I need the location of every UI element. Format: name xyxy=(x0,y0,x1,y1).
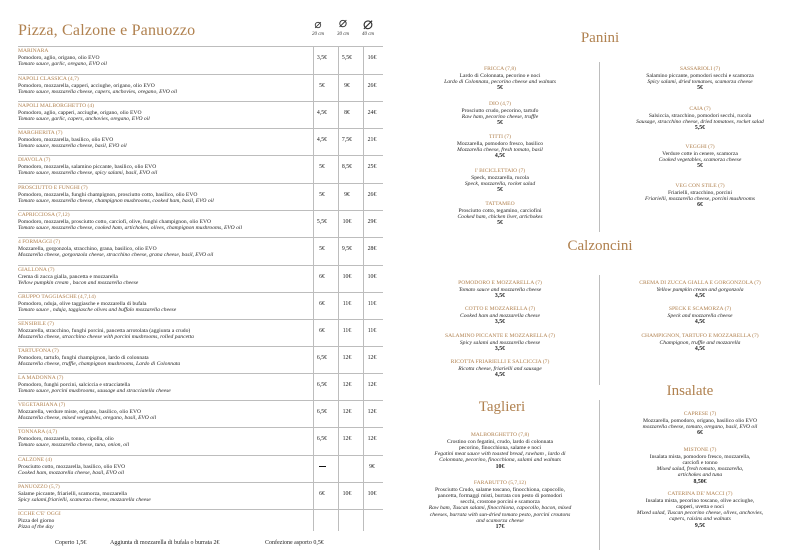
pizza-name: PANUOZZO (5,7) xyxy=(18,484,60,490)
price-1: 5,5€ xyxy=(316,219,328,225)
price-1: 5€ xyxy=(319,164,325,170)
item-price: 5,5€ xyxy=(694,125,706,132)
pizza-ingredients: Salame piccante, friarielli, scamorza, mozzarella xyxy=(18,490,127,497)
diameter-icon: ⌀ xyxy=(338,16,348,31)
item-ingredients: Crostino con fegatini, crudo, lardo di colonnata xyxy=(447,438,553,445)
pizza-description-en: Tomato sauce, mozzarella cheese, champignon mushrooms, cooked ham, basil, EVO oil xyxy=(18,198,214,204)
item-name: MALBORGHETTO (7,8) xyxy=(470,432,530,438)
item-description-en: mozzarella cheese, tomato, oregano, basil, EVO oil xyxy=(642,423,758,430)
price-3: 9€ xyxy=(369,464,375,470)
pizza-row xyxy=(18,509,383,536)
price-3: 12€ xyxy=(342,436,352,442)
item-description-en: Raw ham, Tuscan salami, finocchiona, capocollo, bacon, mixed xyxy=(428,505,572,512)
footer-buffalo: Aggiunta di mozzarella di bufala o burrata 2€ xyxy=(110,540,220,546)
price-3: 16€ xyxy=(367,55,377,61)
price-3: 11€ xyxy=(342,328,352,334)
item-ingredients: capperi, uvetta e noci xyxy=(676,503,724,510)
price-3: 21€ xyxy=(367,137,377,143)
item-ingredients: Prosciutto cotto, tegamino, carciofini xyxy=(458,207,542,214)
pizza-name: TARTUFONA (7) xyxy=(18,348,59,354)
pizza-ingredients: Pomodoro, mozzarella, salamino piccante, basilico, olio EVO xyxy=(18,163,157,170)
pizza-name: DIAVOLA (7) xyxy=(18,157,51,163)
menu-item xyxy=(605,306,795,326)
item-description-en: Yellow pumpkin cream and gorgonzola xyxy=(656,286,744,293)
item-price: 10€ xyxy=(495,463,505,470)
item-ingredients: Lardo di Colonnata, pecorino e noci xyxy=(459,72,541,79)
item-description-en: Mixed salad, Tuscan pecorino cheese, olives, anchovies, xyxy=(636,510,764,517)
price-2: 8,5€ xyxy=(341,164,353,170)
price-3: 11€ xyxy=(367,301,377,307)
price-3: 11€ xyxy=(367,328,377,334)
item-ingredients: Insalata mista, pecorino toscano, olive acciughe, xyxy=(645,497,755,504)
item-name: POMODORO E MOZZARELLA (7) xyxy=(458,280,542,286)
dash-icon xyxy=(319,466,326,467)
item-name: DIO (4,7) xyxy=(488,101,512,107)
menu-item xyxy=(605,333,795,353)
price-2: 9€ xyxy=(344,192,350,198)
calzoncini-title: Calzoncini xyxy=(567,238,633,254)
item-price: 6€ xyxy=(697,202,703,209)
menu-item xyxy=(605,106,795,132)
price-1: 5€ xyxy=(319,246,325,252)
pizza-page xyxy=(0,0,399,556)
pizza-row xyxy=(18,237,383,264)
item-name: VEGGHI (7) xyxy=(685,144,715,150)
pizza-ingredients: Pomodoro, nduja, olive taggiasche e mozzarella di bufala xyxy=(18,300,147,307)
price-3: 10€ xyxy=(342,491,352,497)
item-price: 4,5€ xyxy=(694,318,706,325)
size-medium: ⌀ 30 cm xyxy=(330,18,356,37)
price-3: 12€ xyxy=(342,355,352,361)
price-3: 12€ xyxy=(367,355,377,361)
item-description-en: Lardo di Colonnata, pecorino cheese and walnuts xyxy=(444,78,556,85)
pizza-name: GRUPPO TAGGIASCHE (4,7,14) xyxy=(18,294,96,300)
price-1: 5€ xyxy=(319,83,325,89)
pizza-row xyxy=(18,265,383,292)
size-small: ⌀ 20 cm xyxy=(305,18,331,37)
pizza-ingredients: Pomodoro, funghi porcini, salciccia e stracciatella xyxy=(18,381,130,388)
item-description-en: Colonnata, pecorino, finocchiona, salami and walnuts xyxy=(439,457,561,464)
footer-takeaway: Confezione asporto 0,5€ xyxy=(265,540,324,546)
item-description-en: Sausage, stracchino cheese, dried tomatoes, rocket salad xyxy=(636,118,764,125)
item-price: 5€ xyxy=(497,187,503,194)
item-price: 3,5€ xyxy=(494,292,506,299)
pizza-name: CAPRICCIOSA (7,12) xyxy=(18,212,70,218)
item-price: 5€ xyxy=(697,163,703,170)
price-3: 28€ xyxy=(367,246,377,252)
item-description-en: Champignon, truffle and mozzarella xyxy=(659,339,741,346)
item-ingredients: carciofi e tonno xyxy=(682,459,718,466)
diameter-icon: ⌀ xyxy=(314,17,322,31)
pizza-ingredients: Pomodoro, mozzarella, funghi champignon, prosciutto cotto, basilico, olio EVO xyxy=(18,191,198,198)
price-2: 6€ xyxy=(319,328,325,334)
price-3: 12€ xyxy=(342,409,352,415)
pizza-row xyxy=(18,101,383,128)
price-1: 4,5€ xyxy=(316,110,328,116)
pizza-name: 4 FORMAGGI (7) xyxy=(18,239,60,245)
pizza-description-en: Tomato sauce, mozzarella cheese, capers, anchovies, oregano, EVO oil xyxy=(18,89,178,95)
item-description-en: Cooked ham and mozzarella cheese xyxy=(460,312,540,319)
pizza-description-en: Yellow pumpkin cream , bacon and mozzarella cheese xyxy=(18,280,139,286)
item-ingredients: Insalata mista, pomodoro fresco, mozzarella, xyxy=(649,453,751,460)
item-price: 9,5€ xyxy=(694,522,706,529)
item-description-en: artichokes and tuna xyxy=(677,472,723,479)
footer-coperto: Coperto 1,5€ xyxy=(55,540,87,546)
item-price: 5€ xyxy=(497,85,503,92)
price-3: 12€ xyxy=(367,436,377,442)
item-description-en: Cooked vegetables, scamorza cheese xyxy=(658,156,742,163)
calzoncini-divider xyxy=(599,275,600,385)
pizza-description-en: Tomato sauce, porcini mushrooms, sausage and stracciatella cheese xyxy=(18,388,171,394)
menu-item xyxy=(405,168,595,194)
pizza-row xyxy=(18,319,383,346)
price-2: 10€ xyxy=(342,219,352,225)
menu-item xyxy=(605,447,795,486)
pizza-row xyxy=(18,427,383,454)
pizza-name: LA MADONNA (7) xyxy=(18,375,64,381)
pizza-row xyxy=(18,46,383,73)
item-name: FARABUTTO (5,7,12) xyxy=(473,480,527,486)
item-name: CAPRESE (7) xyxy=(683,411,717,417)
item-ingredients: Salsiccia, stracchino, pomodori secchi, rucola xyxy=(648,112,752,119)
item-name: VEG CON STILE (7) xyxy=(675,183,725,189)
pizza-description-en: Tomato sauce, mozzarella cheese, spicy salami, basil, EVO oil xyxy=(18,170,158,176)
menu-item xyxy=(405,66,595,92)
pizza-ingredients: Mozzarella, gorgonzola, stracchino, grana, basilico, olio EVO xyxy=(18,245,157,252)
item-name: FRICCA (7,8) xyxy=(483,66,516,72)
pizza-ingredients: Mozzarella, verdure miste, origano, basilico, olio EVO xyxy=(18,408,142,415)
menu-item xyxy=(605,66,795,92)
pizza-description-en: Tomato sauce, mozzarella cheese, basil, EVO oil xyxy=(18,143,127,149)
item-name: CATERINA DE' MACCI (7) xyxy=(667,491,733,497)
menu-right-page xyxy=(400,0,799,556)
price-3: 25€ xyxy=(367,164,377,170)
pizza-description-en: Tomato sauce, garlic, oregano, EVO oil xyxy=(18,61,107,67)
price-2: 9,5€ xyxy=(341,246,353,252)
pizza-section-title: Pizza, Calzone e Panuozzo xyxy=(18,22,196,39)
pizza-description-en: Tomato sauce, mozzarella cheese, cooked ham, artichokes, olives, champignon mushrooms, EVO oil xyxy=(18,225,243,231)
price-2: 6€ xyxy=(319,491,325,497)
menu-item xyxy=(405,333,595,353)
item-name: TATTAMEO xyxy=(485,201,515,207)
item-ingredients: Prosciutto Crudo, salame toscano, finocchiona, capocollo, xyxy=(434,486,566,493)
price-3: 26€ xyxy=(367,192,377,198)
pizza-name: NAPOLI CLASSICA (4,7) xyxy=(18,76,79,82)
price-2: 7,5€ xyxy=(341,137,353,143)
item-price: 4,5€ xyxy=(694,345,706,352)
pizza-description-en: Mozzarella cheese, mixed vegetables, oregano, basil, EVO oil xyxy=(18,415,157,421)
pizza-name: MARGHERITA (7) xyxy=(18,130,63,136)
panini-title: Panini xyxy=(580,30,620,46)
item-price: 3,5€ xyxy=(494,345,506,352)
item-description-en: Cooked ham, chicken liver, artichokes xyxy=(457,213,543,220)
price-3: 10€ xyxy=(342,274,352,280)
item-description-en: and scamorza cheese xyxy=(476,518,524,525)
lower-divider xyxy=(599,400,600,550)
price-3: 12€ xyxy=(367,409,377,415)
diameter-icon: ⌀ xyxy=(362,14,374,33)
item-name: SASSARIOLI (7) xyxy=(679,66,721,72)
menu-item xyxy=(605,491,795,530)
pizza-description-en: Pizza of the day xyxy=(18,524,54,530)
item-price: 4,5€ xyxy=(494,371,506,378)
menu-item xyxy=(405,201,595,227)
item-price: 4,5€ xyxy=(494,153,506,160)
item-ingredients: pecorino, finocchiona, salame e noci xyxy=(458,444,541,451)
menu-item xyxy=(405,306,595,326)
item-price: 17€ xyxy=(495,524,505,531)
size-large: ⌀ 40 cm xyxy=(355,18,381,37)
menu-item xyxy=(405,134,595,160)
pizza-row xyxy=(18,155,383,182)
price-3: 12€ xyxy=(342,382,352,388)
item-ingredients: pancetta, formaggi misti, burrata con pesto di pomodori xyxy=(437,492,563,499)
price-2: 9€ xyxy=(344,83,350,89)
pizza-row xyxy=(18,346,383,373)
price-2: 8€ xyxy=(344,110,350,116)
price-2: 6€ xyxy=(319,301,325,307)
item-description-en: Tomato sauce and mozzarella cheese xyxy=(458,286,542,293)
pizza-description-en: Cooked ham, mozzarella cheese, basil, EVO oil xyxy=(18,470,125,476)
price-3: 11€ xyxy=(342,301,352,307)
price-2: 6€ xyxy=(319,274,325,280)
item-price: 8,50€ xyxy=(693,478,707,485)
pizza-ingredients: Pomodoro, mozzarella, tonno, cipolla, olio xyxy=(18,435,114,442)
item-ingredients: secchi, crostone porcini e scamorza xyxy=(460,499,540,506)
pizza-ingredients: Pomodoro, tartufo, funghi champignon, lardo di colonnata xyxy=(18,354,149,361)
pizza-ingredients: Pomodoro, mozzarella, basilico, olio EVO xyxy=(18,136,114,143)
pizza-row xyxy=(18,210,383,237)
item-description-en: Spicy salami, dried tomatoes, scamorza cheese xyxy=(647,78,753,85)
price-1: 4,5€ xyxy=(316,137,328,143)
pizza-ingredients: Pomodoro, mozzarella, capperi, acciughe, origano, olio EVO xyxy=(18,82,155,89)
pizza-row xyxy=(18,482,383,509)
taglieri-title: Taglieri xyxy=(478,399,526,415)
pizza-description-en: Mozzarella cheese, truffle, champignon mushrooms, Lardo di Colonnata xyxy=(18,361,181,367)
pizza-ingredients: Pizza del giorno xyxy=(18,517,55,524)
item-ingredients: Speck, mozzarella, rucola xyxy=(471,174,529,181)
pizza-description-en: Mozzarella cheese, stracchino cheese with porcini mushrooms, rolled pancetta xyxy=(18,334,194,340)
menu-item xyxy=(405,101,595,127)
menu-item xyxy=(403,432,598,471)
item-description-en: capers, raisins and walnuts xyxy=(669,516,731,523)
item-name: CAIA (7) xyxy=(689,106,711,112)
item-description-en: Mixed salad, fresh tomato, mozzarella, xyxy=(656,466,744,473)
item-ingredients: Mozzarella, pomodoro, origano, basilico olio EVO xyxy=(642,417,758,424)
price-3: 26€ xyxy=(367,83,377,89)
price-2: 6,5€ xyxy=(316,436,328,442)
item-description-en: Ricotta cheese, friarielli and sausage xyxy=(458,365,542,372)
pizza-name: ICCHE C'E' OGGI xyxy=(18,511,61,517)
pizza-description-en: Tomato sauce, garlic, capers, anchovies, oregano, EVO oil xyxy=(18,116,150,122)
price-3: 12€ xyxy=(367,382,377,388)
item-name: SALAMINO PICCANTE E MOZZARELLA (7) xyxy=(444,333,555,339)
item-price: 6€ xyxy=(697,430,703,437)
item-ingredients: Prosciutto crudo, pecorino, tartufo xyxy=(461,107,539,114)
item-price: 5€ xyxy=(497,220,503,227)
pizza-name: PROSCIUTTO E FUNGHI (7) xyxy=(18,185,88,191)
item-name: CREMA DI ZUCCA GIALLA E GORGONZOLA (7) xyxy=(639,280,761,286)
menu-item xyxy=(403,480,598,531)
pizza-name: MARINARA xyxy=(18,48,49,54)
item-ingredients: Mozzarella, pomodoro fresco, basilico xyxy=(456,140,544,147)
pizza-name: CALZONE (4) xyxy=(18,457,53,463)
pizza-row xyxy=(18,128,383,155)
item-description-en: Speck, mozzarella, rocket salad xyxy=(464,180,536,187)
insalate-title: Insalate xyxy=(666,383,714,399)
pizza-description-en: Tomato sauce , nduja, taggiasche olives and buffalo mozzarella cheese xyxy=(18,307,177,313)
pizza-name: TONNARA (4,7) xyxy=(18,429,58,435)
price-2: 6,5€ xyxy=(316,382,328,388)
pizza-ingredients: Prosciutto cotto, mozzarella, basilico, olio EVO xyxy=(18,463,126,470)
pizza-name: NAPOLI MALBORGHETTO (4) xyxy=(18,103,95,109)
item-description-en: Speck and mozzarella cheese xyxy=(667,312,733,319)
price-2: 6,5€ xyxy=(316,409,328,415)
item-description-en: Fegatini meat sauce with toasted bread, rawham , lardo di xyxy=(434,451,566,458)
item-name: RICOTTA FRIARIELLI E SALCICCIA (7) xyxy=(450,359,550,365)
item-ingredients: Salamino piccante, pomodori secchi e scamorza xyxy=(646,72,754,79)
panini-divider xyxy=(599,62,600,232)
unavailable-dash xyxy=(312,464,332,470)
price-3: 10€ xyxy=(367,491,377,497)
price-3: 24€ xyxy=(367,110,377,116)
pizza-name: SENSIBILE (7) xyxy=(18,321,54,327)
item-description-en: Friarielli, mozzarella cheese, porcini mushrooms xyxy=(644,195,755,202)
pizza-row xyxy=(18,400,383,427)
price-2: 5,5€ xyxy=(341,55,353,61)
item-name: CHAMPIGNON, TARTUFO E MOZZARELLA (7) xyxy=(641,333,759,339)
item-ingredients: Verdure cotte in cenere, scamorza xyxy=(662,150,738,157)
item-name: TITTI (7) xyxy=(489,134,511,140)
menu-item xyxy=(605,280,795,300)
price-1: 5€ xyxy=(319,192,325,198)
item-price: 3,5€ xyxy=(494,318,506,325)
pizza-ingredients: Pomodoro, mozzarella, prosciutto cotto, carciofi, olive, funghi champignon, olio EVO xyxy=(18,218,212,225)
item-ingredients: Friarielli, stracchino, porcini xyxy=(668,189,732,196)
pizza-description-en: Mozzarella cheese, gorgonzola cheese, stracchino cheese, grana cheese, basil, EVO oil xyxy=(18,252,214,258)
pizza-row xyxy=(18,74,383,101)
item-price: 4,5€ xyxy=(694,292,706,299)
pizza-row xyxy=(18,373,383,400)
price-3: 29€ xyxy=(367,219,377,225)
item-description-en: Raw ham, pecorino cheese, truffle xyxy=(461,113,539,120)
item-name: MISTONE (7) xyxy=(683,447,717,453)
pizza-description-en: Tomato sauce, mozzarella cheese, tuna, onion, oil xyxy=(18,442,130,448)
item-description-en: Spicy salami and mozzarella cheese xyxy=(459,339,541,346)
item-name: COTTO E MOZZARELLA (7) xyxy=(464,306,536,312)
menu-item xyxy=(405,359,595,379)
menu-item xyxy=(605,144,795,170)
item-description-en: Mozzarella cheese, fresh tomato, basil xyxy=(457,146,543,153)
pizza-ingredients: Pomodoro, aglio, origano, olio EVO xyxy=(18,54,100,61)
menu-item xyxy=(605,411,795,437)
price-2: 6,5€ xyxy=(316,355,328,361)
pizza-ingredients: Pomodoro, aglio, capperi, acciughe, origano, olio EVO xyxy=(18,109,142,116)
pizza-row xyxy=(18,183,383,210)
pizza-name: GIALLONA (7) xyxy=(18,267,55,273)
pizza-description-en: Spicy salami,friarielli, scamorza cheese, mozzarella cheese xyxy=(18,497,151,503)
pizza-row xyxy=(18,292,383,319)
menu-item xyxy=(605,183,795,209)
pizza-name: VEGETARIANA (7) xyxy=(18,402,66,408)
price-3: 10€ xyxy=(367,274,377,280)
item-price: 5€ xyxy=(697,85,703,92)
pizza-ingredients: Mozzarella, stracchino, funghi porcini, pancetta arrotolata (aggiunta a crudo) xyxy=(18,327,191,334)
pizza-row xyxy=(18,455,383,482)
size-header xyxy=(305,14,385,44)
item-price: 5€ xyxy=(497,120,503,127)
item-name: I' BICICLETTAIO (7) xyxy=(474,168,526,174)
menu-item xyxy=(405,280,595,300)
pizza-ingredients: Crema di zucca gialla, pancetta e mozzarella xyxy=(18,273,118,280)
item-description-en: cheeses, burrata with sun-dried tomato pesto, porcini croutons xyxy=(429,511,571,518)
price-1: 3,5€ xyxy=(316,55,328,61)
item-name: SPECK E SCAMORZA (7) xyxy=(668,306,732,312)
